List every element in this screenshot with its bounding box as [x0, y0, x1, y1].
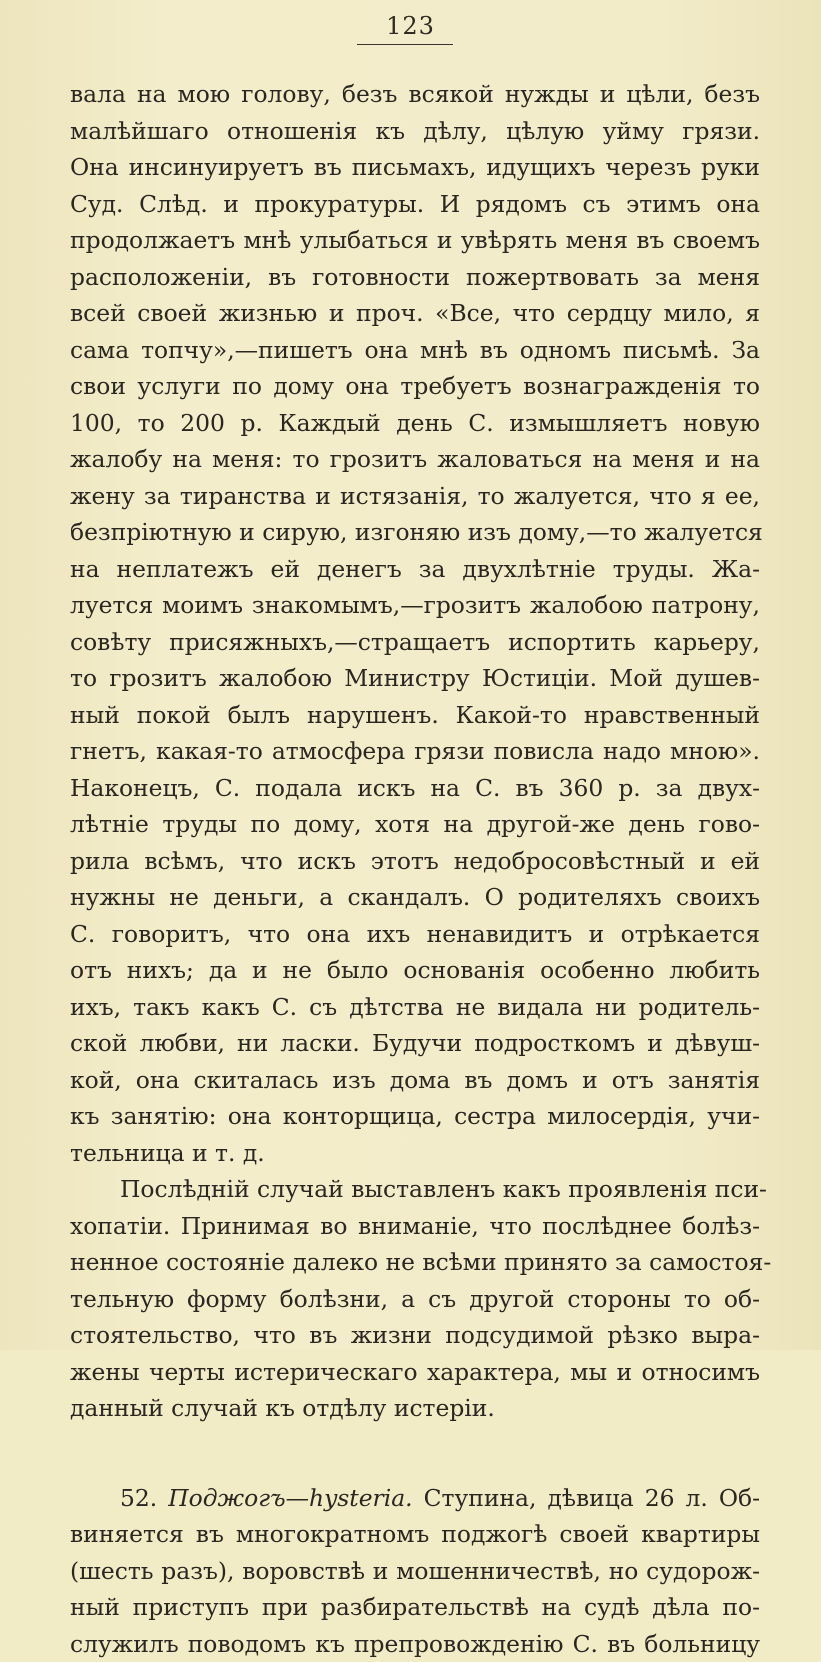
text-line: безпріютную и сирую, изгоняю изъ дому,—то жалуется: [70, 514, 760, 551]
text-line: Послѣдній случай выставленъ какъ проявленія пси-: [70, 1171, 760, 1208]
text-line: ненное состояніе далеко не всѣми принято за самостоя-: [70, 1244, 760, 1281]
text-line: стоятельство, что въ жизни подсудимой рѣзко выра-: [70, 1317, 760, 1354]
text-line: рила всѣмъ, что искъ этотъ недобросовѣстный и ей: [70, 843, 760, 880]
text-line: продолжаетъ мнѣ улыбаться и увѣрять меня въ своемъ: [70, 222, 760, 259]
text-line: всей своей жизнью и проч. «Все, что сердцу мило, я: [70, 295, 760, 332]
page-number-rule: [357, 44, 453, 45]
case-number: 52.: [120, 1484, 157, 1512]
text-line: ской любви, ни ласки. Будучи подросткомъ и дѣвуш-: [70, 1025, 760, 1062]
text-line: сама топчу»,—пишетъ она мнѣ въ одномъ письмѣ. За: [70, 332, 760, 369]
text-line: на неплатежъ ей денегъ за двухлѣтніе труды. Жа-: [70, 551, 760, 588]
case-first-line-text: Ступина, дѣвица 26 л. Об-: [424, 1484, 760, 1512]
text-line: гнетъ, какая-то атмосфера грязи повисла надо мною».: [70, 733, 760, 770]
case-title: Поджогъ—hysteria.: [168, 1484, 412, 1512]
text-line: хопатіи. Принимая во вниманіе, что послѣднее болѣз-: [70, 1208, 760, 1245]
text-line: С. говоритъ, что она ихъ ненавидитъ и отрѣкается: [70, 916, 760, 953]
text-line: Она инсинуируетъ въ письмахъ, идущихъ черезъ руки: [70, 149, 760, 186]
text-line: свои услуги по дому она требуетъ вознагражденія то: [70, 368, 760, 405]
text-line: данный случай къ отдѣлу истеріи.: [70, 1390, 760, 1427]
text-line: кой, она скиталась изъ дома въ домъ и отъ занятія: [70, 1062, 760, 1099]
text-line: ный приступъ при разбирательствѣ на судѣ дѣла по-: [70, 1589, 760, 1626]
text-line: къ занятію: она конторщица, сестра милосердія, учи-: [70, 1098, 760, 1135]
text-line: виняется въ многократномъ поджогѣ своей квартиры: [70, 1516, 760, 1553]
text-line: то грозитъ жалобою Министру Юстиціи. Мой душев-: [70, 660, 760, 697]
text-line: служилъ поводомъ къ препровожденію С. въ больницу: [70, 1626, 760, 1662]
page-number: 123: [0, 12, 821, 40]
text-line: расположеніи, въ готовности пожертвовать за меня: [70, 259, 760, 296]
text-line: жену за тиранства и истязанія, то жалуется, что я ее,: [70, 478, 760, 515]
text-line: нужны не деньги, а скандалъ. О родителяхъ своихъ: [70, 879, 760, 916]
text-line: вала на мою голову, безъ всякой нужды и цѣли, безъ: [70, 76, 760, 113]
text-line: жалобу на меня: то грозитъ жаловаться на меня и на: [70, 441, 760, 478]
text-line: малѣйшаго отношенія къ дѣлу, цѣлую уйму грязи.: [70, 113, 760, 150]
paragraph-1: [70, 76, 760, 1171]
text-line: отъ нихъ; да и не было основанія особенно любить: [70, 952, 760, 989]
text-line: Наконецъ, С. подала искъ на С. въ 360 р. за двух-: [70, 770, 760, 807]
paragraph-gap: [70, 1427, 760, 1480]
case-heading-line: [70, 1480, 760, 1517]
paragraph-3: [70, 1480, 760, 1662]
page-body: [70, 76, 760, 1662]
text-line: ный покой былъ нарушенъ. Какой-то нравственный: [70, 697, 760, 734]
text-line: тельную форму болѣзни, а съ другой стороны то об-: [70, 1281, 760, 1318]
text-line: тельница и т. д.: [70, 1135, 760, 1172]
text-line: совѣту присяжныхъ,—стращаетъ испортить карьеру,: [70, 624, 760, 661]
text-line: жены черты истерическаго характера, мы и относимъ: [70, 1354, 760, 1391]
text-line: луется моимъ знакомымъ,—грозитъ жалобою патрону,: [70, 587, 760, 624]
text-line: (шесть разъ), воровствѣ и мошенничествѣ, но судорож-: [70, 1553, 760, 1590]
text-line: 100, то 200 р. Каждый день С. измышляетъ новую: [70, 405, 760, 442]
paragraph-2: [70, 1171, 760, 1427]
text-line: лѣтніе труды по дому, хотя на другой-же день гово-: [70, 806, 760, 843]
text-line: ихъ, такъ какъ С. съ дѣтства не видала ни родитель-: [70, 989, 760, 1026]
text-line: Суд. Слѣд. и прокуратуры. И рядомъ съ этимъ она: [70, 186, 760, 223]
